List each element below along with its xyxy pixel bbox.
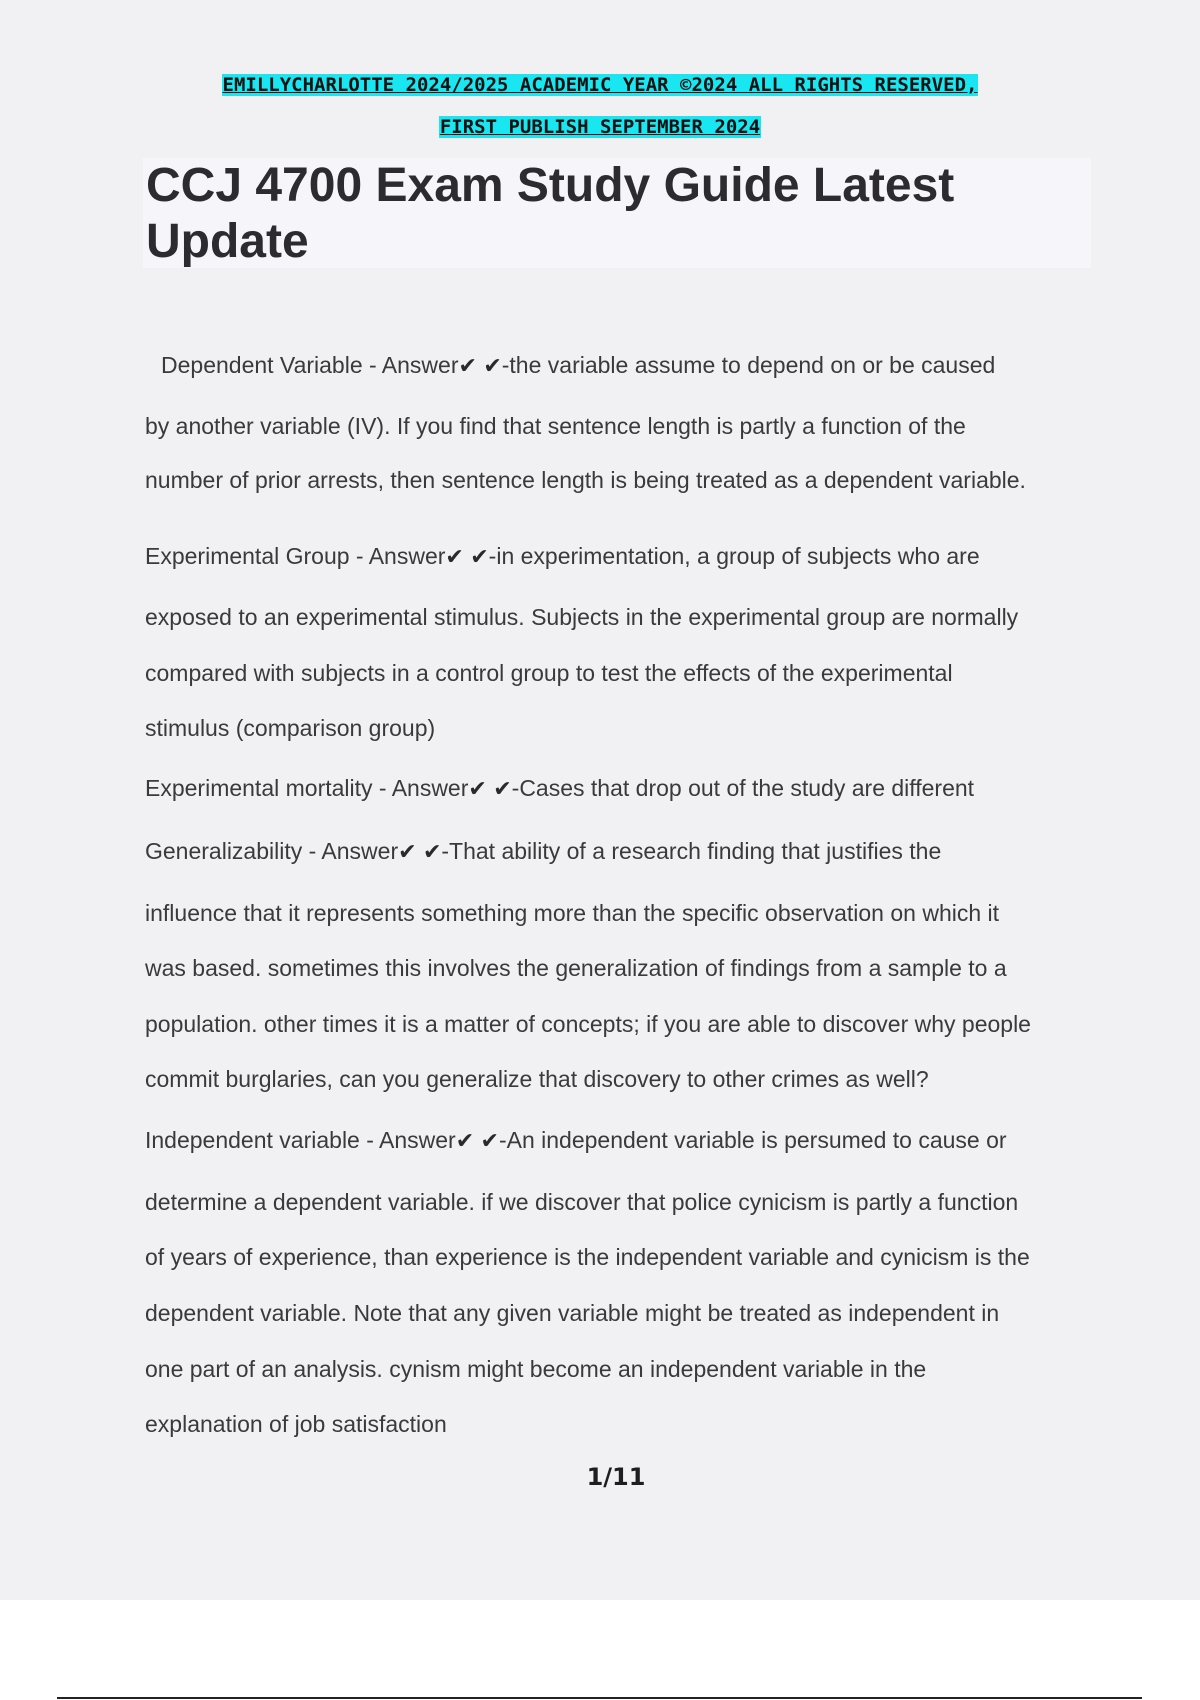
line-text: exposed to an experimental stimulus. Subjects in the experimental group are normally	[145, 604, 1019, 630]
copyright-header-line-1	[0, 74, 1200, 96]
line-text: -in experimentation, a group of subjects who are	[488, 543, 980, 569]
checkmark-icon: ✔	[422, 840, 442, 865]
line-text: compared with subjects in a control group to test the effects of the experimental	[145, 660, 953, 686]
checkmark-icon: ✔	[398, 840, 417, 865]
line-text: number of prior arrests, then sentence length is being treated as a dependent variable.	[145, 467, 1026, 493]
body-text-line	[145, 900, 1085, 927]
term-label: Experimental Group - Answer	[145, 543, 446, 569]
term-label: Generalizability - Answer	[145, 838, 399, 864]
term-definition-line	[145, 775, 1085, 802]
body-text-line	[145, 1244, 1085, 1271]
checkmark-icon: ✔	[445, 545, 464, 570]
term-label: Independent variable - Answer	[145, 1127, 456, 1153]
body-text-line	[145, 1189, 1085, 1216]
line-text: stimulus (comparison group)	[145, 715, 436, 741]
line-text: -the variable assume to depend on or be caused	[501, 352, 996, 378]
page-number: 1/11	[586, 1463, 646, 1491]
line-text: explanation of job satisfaction	[145, 1411, 447, 1437]
term-definition-line	[145, 838, 1085, 865]
body-text-line	[145, 1356, 1085, 1383]
page-divider	[57, 1697, 1142, 1699]
body-text-line	[145, 604, 1085, 631]
line-text: commit burglaries, can you generalize that discovery to other crimes as well?	[145, 1066, 929, 1092]
copyright-header-text-1: EMILLYCHARLOTTE 2024/2025 ACADEMIC YEAR ©2024 ALL RIGHTS RESERVED,	[222, 74, 978, 96]
copyright-header-line-2	[0, 116, 1200, 138]
checkmark-icon: ✔	[493, 777, 512, 802]
body-text-line	[145, 467, 1085, 494]
line-text: -An independent variable is persumed to cause or	[498, 1127, 1007, 1153]
checkmark-icon: ✔	[483, 354, 502, 379]
line-text: of years of experience, than experience is the independent variable and cynicism is the	[145, 1244, 1030, 1270]
checkmark-icon: ✔	[455, 1129, 475, 1154]
line-text: -That ability of a research finding that justifies the	[441, 838, 942, 864]
body-text-line	[145, 1300, 1085, 1327]
checkmark-icon: ✔	[470, 545, 489, 570]
body-text-line	[145, 413, 1085, 440]
line-text: was based. sometimes this involves the generalization of findings from a sample to a	[145, 955, 1007, 981]
line-text: population. other times it is a matter of concepts; if you are able to discover why people	[145, 1011, 1031, 1037]
term-definition-line	[161, 352, 1101, 379]
body-text-line	[145, 1411, 1085, 1438]
body-text-line	[145, 1066, 1085, 1093]
line-text: dependent variable. Note that any given variable might be treated as independent in	[145, 1300, 1000, 1326]
document-title: CCJ 4700 Exam Study Guide Latest Update	[146, 159, 955, 268]
term-label: Dependent Variable - Answer	[161, 352, 459, 378]
line-text: by another variable (IV). If you find that sentence length is partly a function of the	[145, 413, 966, 439]
checkmark-icon: ✔	[480, 1129, 499, 1154]
line-text: influence that it represents something more than the specific observation on which it	[145, 900, 1000, 926]
copyright-header-text-2: FIRST PUBLISH SEPTEMBER 2024	[439, 116, 761, 138]
term-definition-line	[145, 543, 1085, 570]
line-text: determine a dependent variable. if we discover that police cynicism is partly a function	[145, 1189, 1019, 1215]
checkmark-icon: ✔	[458, 354, 477, 379]
body-text-line	[145, 1011, 1085, 1038]
term-definition-line	[145, 1127, 1085, 1154]
term-label: Experimental mortality - Answer	[145, 775, 469, 801]
line-text: one part of an analysis. cynism might become an independent variable in the	[145, 1356, 927, 1382]
line-text: -Cases that drop out of the study are different	[511, 775, 975, 801]
body-text-line	[145, 715, 1085, 742]
body-text-line	[145, 955, 1085, 982]
body-text-line	[145, 660, 1085, 687]
checkmark-icon: ✔	[468, 777, 487, 802]
